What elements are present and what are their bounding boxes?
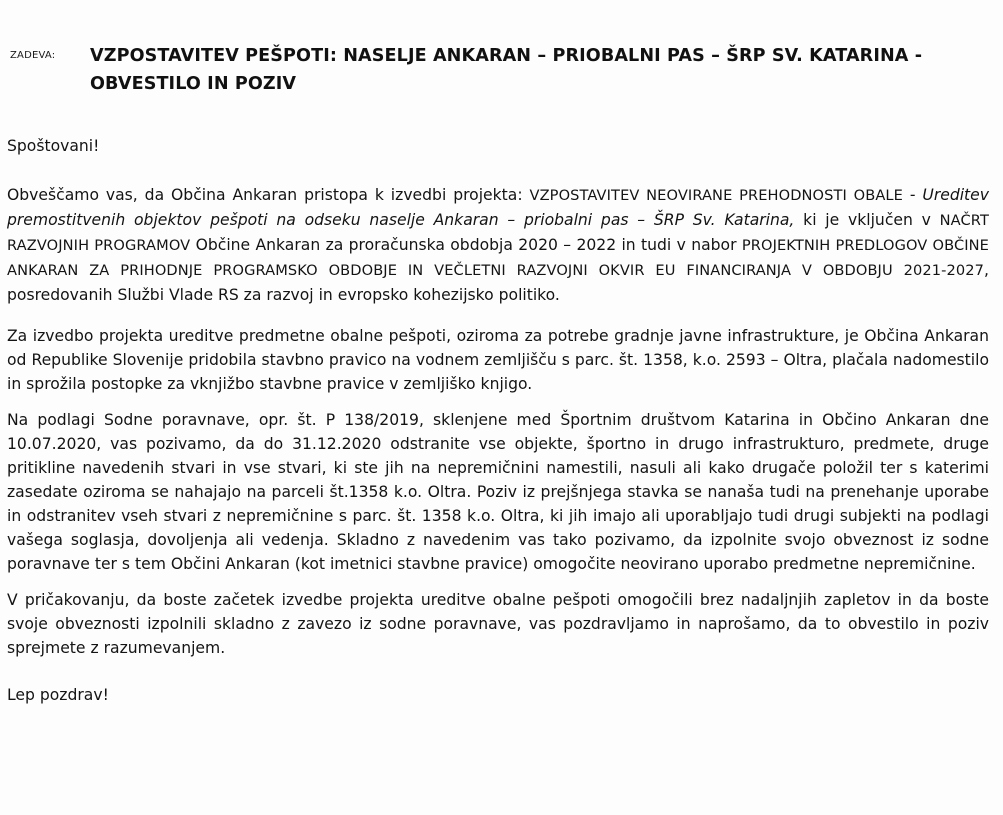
- subject-title: VZPOSTAVITEV PEŠPOTI: NASELJE ANKARAN – PRIOBALNI PAS – ŠRP SV. KATARINA - OBVESTILO IN POZIV: [90, 46, 923, 94]
- closing: Lep pozdrav!: [7, 686, 109, 704]
- paragraph-expectation: V pričakovanju, da boste začetek izvedbe projekta ureditve obalne pešpoti omogočili brez nadaljnjih zapletov in da boste svoje obveznosti izpolnili skladno z zavezo iz sodne poravnave, vas pozdravljamo in naprošamo, da to obvestilo in poziv sprejmete z razumevanjem.: [7, 591, 989, 657]
- greeting: Spoštovani!: [7, 137, 100, 155]
- project-name: VZPOSTAVITEV NEOVIRANE PREHODNOSTI OBALE: [529, 187, 903, 204]
- text-segment: ki je vključen v: [794, 211, 940, 229]
- project-description: Ureditev premostitvenih objektov pešpoti na odseku naselje Ankaran – priobalni pas – ŠRP Sv. Katarina,: [7, 186, 989, 229]
- letter-body: [7, 134, 989, 719]
- paragraph-building-right: Za izvedbo projekta ureditve predmetne obalne pešpoti, oziroma za potrebe gradnje javne infrastrukture, je Občina Ankaran od Republike Slovenije pridobila stavbno pravico na vodnem zemljišču s parc. št. 1358, k.o. 2593 – Oltra, plačala nadomestilo in sprožila postopke za vknjižbo stavbne pravice v zemljiško knjigo.: [7, 327, 989, 393]
- development-plan-name: NAČRT RAZVOJNIH PROGRAMOV: [7, 212, 989, 254]
- text-segment: Obveščamo vas, da Občina Ankaran pristopa k izvedbi projekta:: [7, 186, 530, 204]
- text-segment: -: [902, 186, 923, 204]
- paragraph-court-settlement: Na podlagi Sodne poravnave, opr. št. P 138/2019, sklenjene med Športnim društvom Katarina in Občino Ankaran dne 10.07.2020, vas pozivamo, da do 31.12.2020 odstranite vse objekte, športno in drugo infrastrukturo, predmete, druge pritikline navedenih stvari in vse stvari, ki ste jih na nepremičnini namestili, nasuli ali kako drugače položil ter s katerimi zasedate oziroma se nahajajo na parceli št.1358 k.o. Oltra. Poziv iz prejšnjega stavka se nanaša tudi na prenehanje uporabe in odstranitev vseh stvari z nepremičnine s parc. št. 1358 k.o. Oltra, ki jih imajo ali uporabljajo tudi drugi subjekti na podlagi vašega soglasja, dovoljenja ali vedenja. Skladno z navedenim vas tako pozivamo, da izpolnite svojo obveznost iz sodne poravnave ter s tem Občini Ankaran (kot imetnici stavbne pravice) omogočite neovirano uporabo predmetne nepremičnine.: [7, 411, 989, 573]
- text-segment: Občine Ankaran za proračunska obdobja 2020 – 2022 in tudi v nabor: [190, 236, 742, 254]
- project-proposals-name: PROJEKTNIH PREDLOGOV OBČINE ANKARAN ZA PRIHODNJE PROGRAMSKO OBDOBJE IN VEČLETNI RAZVOJNI OKVIR EU FINANCIRANJA V OBDOBJU 2021-2027: [7, 237, 989, 279]
- paragraph-project-intro: [7, 183, 989, 307]
- subject-label: ZADEVA:: [10, 50, 56, 61]
- text-segment: , posredovanih Službi Vlade RS za razvoj in evropsko kohezijsko politiko.: [7, 261, 989, 304]
